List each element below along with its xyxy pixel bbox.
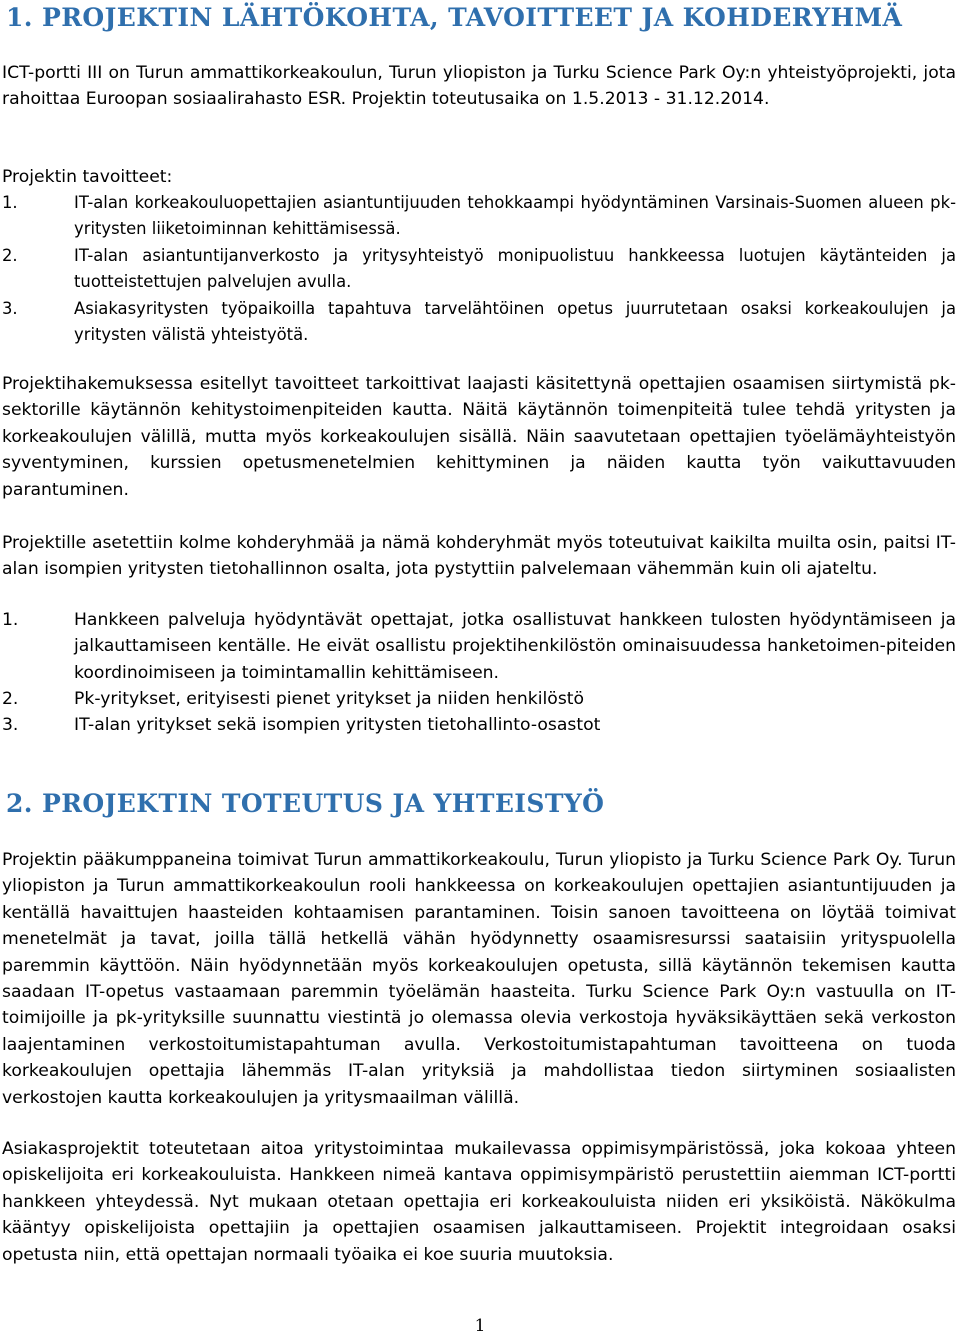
target-text: IT-alan yritykset sekä isompien yritysten tietohallinto-osastot xyxy=(74,715,601,735)
section-2-heading: 2. PROJEKTIN TOTEUTUS JA YHTEISTYÖ xyxy=(6,789,605,818)
target-text: Pk-yritykset, erityisesti pienet yritykset ja niiden henkilöstö xyxy=(74,689,585,709)
target-text: Hankkeen palveluja hyödyntävät opettajat, jotka osallistuvat hankkeen tulosten hyödyntämiseen ja jalkauttamiseen kentälle. He eivät osallistu projektihenkilöstön ominaisuudessa hanketoimen-piteiden koordinoimiseen ja toimintamallin kehittämiseen. xyxy=(74,610,956,683)
goal-item-1 xyxy=(2,190,956,242)
target-number: 2. xyxy=(2,689,19,709)
partners-paragraph: Projektin pääkumppaneina toimivat Turun ammattikorkeakoulu, Turun yliopisto ja Turku Science Park Oy. Turun yliopiston ja Turun ammattikorkeakoulun rooli hankkeessa on korkeakoulujen opettajien asiantuntijuuden ja kentällä havaittujen haasteiden kohtaamisen parantaminen. Toisin sanoen tavoitteena on löytää toimivat menetelmät ja tavat, joilla tällä hetkellä vähän hyödynnetty osaamisresurssi saataisiin yrityspuolella paremmin käyttöön. Näin hyödynnetään myös korkeakoulujen opetusta, sillä käytännön tekemisen kautta saadaan IT-opetus vastaamaan paremmin työelämän haasteita. Turku Science Park Oy:n vastuulla on IT-toimijoille ja pk-yrityksille suunnattu viestintä jo olemassa olevia verkostoja hyväksikäyttäen sekä verkoston laajentaminen verkostoitumistapahtuman avulla. Verkostoitumistapahtuman tavoitteena on tuoda korkeakoulujen opettajia lähemmäs IT-alan yrityksiä ja mahdollistaa tiedon siirtyminen sosiaalisten verkostojen kautta korkeakoulujen ja yritysmaailman välillä. xyxy=(2,850,956,1108)
goal-text: IT-alan korkeakouluopettajien asiantuntijuuden tehokkaampi hyödyntäminen Varsinais-Suomen alueen pk-yritysten liiketoiminnan kehittämisessä. xyxy=(74,193,956,238)
goals-explanation-paragraph: Projektihakemuksessa esitellyt tavoitteet tarkoittivat laajasti käsitettynä opettajien osaamisen siirtymistä pk-sektorille käytännön kehitystoimenpiteiden kautta. Näitä käytännön toimenpiteitä tulee tehdä yritysten ja korkeakoulujen välillä, mutta myös korkeakoulujen sisällä. Näin saavutetaan opettajien työelämäyhteistyön syventyminen, kurssien opetusmenetelmien kehittyminen ja näiden kautta työn vaikuttavuuden parantuminen. xyxy=(2,374,956,500)
goal-number: 3. xyxy=(2,299,18,318)
intro-paragraph: ICT-portti III on Turun ammattikorkeakoulun, Turun yliopiston ja Turku Science Park Oy:n yhteistyöprojekti, jota rahoittaa Euroopan sosiaalirahasto ESR. Projektin toteutusaika on 1.5.2013 - 31.12.2014. xyxy=(2,63,956,110)
goal-item-3 xyxy=(2,296,956,348)
target-item-1 xyxy=(2,607,956,686)
target-groups-paragraph: Projektille asetettiin kolme kohderyhmää ja nämä kohderyhmät myös toteutuivat kaikilta muilta osin, paitsi IT-alan isompien yritysten tietohallinnon osalta, jota pystyttiin palvelemaan vähemmän kuin oli ajateltu. xyxy=(2,533,956,580)
section-1-heading: 1. PROJEKTIN LÄHTÖKOHTA, TAVOITTEET JA KOHDERYHMÄ xyxy=(6,3,903,32)
target-number: 3. xyxy=(2,715,19,735)
goal-number: 1. xyxy=(2,193,18,212)
target-item-3 xyxy=(2,712,956,738)
page-number: 1 xyxy=(474,1316,486,1336)
goal-item-2 xyxy=(2,243,956,295)
goals-title: Projektin tavoitteet: xyxy=(2,167,173,187)
goal-text: IT-alan asiantuntijanverkosto ja yritysyhteistyö monipuolistuu hankkeessa luotujen käytänteiden ja tuotteistettujen palvelujen avulla. xyxy=(74,246,956,291)
target-number: 1. xyxy=(2,610,19,630)
customer-projects-paragraph: Asiakasprojektit toteutetaan aitoa yritystoimintaa mukailevassa oppimisympäristössä, joka kokoaa yhteen opiskelijoita eri korkeakouluista. Hankkeen nimeä kantava oppimisympäristö perustettiin aiemman ICT-portti hankkeen yhteydessä. Nyt mukaan otetaan opettajia eri korkeakouluista niiden eri yksiköistä. Näkökulma kääntyy opiskelijoista opettajiin ja opettajien osaamisen jalkauttamiseen. Projektit integroidaan osaksi opetusta niin, että opettajan normaali työaika ei koe suuria muutoksia. xyxy=(2,1139,956,1265)
goal-text: Asiakasyritysten työpaikoilla tapahtuva tarvelähtöinen opetus juurrutetaan osaksi korkeakoulujen ja yritysten välistä yhteistyötä. xyxy=(74,299,956,344)
goal-number: 2. xyxy=(2,246,18,265)
target-item-2 xyxy=(2,686,956,712)
